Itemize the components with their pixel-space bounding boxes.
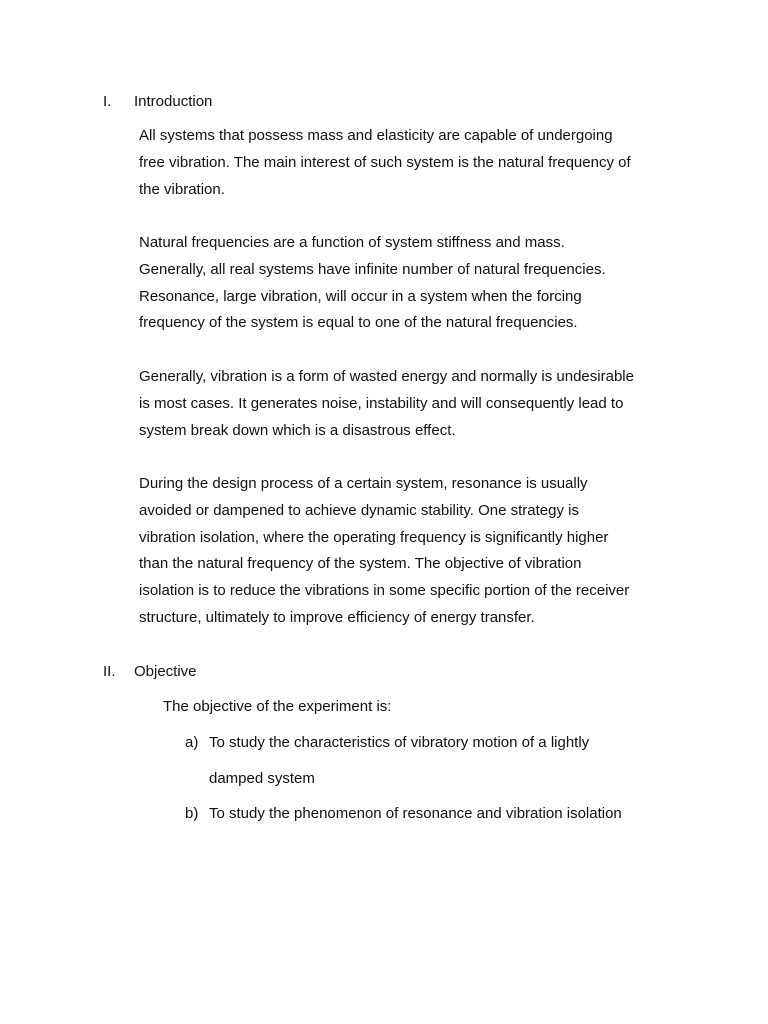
list-item-line: To study the characteristics of vibratory motion of a lightly (209, 734, 590, 751)
section-title: Introduction (134, 93, 213, 110)
paragraph-line: Resonance, large vibration, will occur in a system when the forcing (139, 287, 582, 305)
paragraph (139, 123, 659, 203)
paragraph (139, 230, 659, 337)
paragraph-line: free vibration. The main interest of such system is the natural frequency of (139, 153, 631, 171)
objective-list-item (185, 733, 665, 805)
paragraph-line: system break down which is a disastrous effect. (139, 421, 456, 439)
paragraph-line: isolation is to reduce the vibrations in some specific portion of the receiver (139, 582, 630, 600)
paragraph-line: is most cases. It generates noise, instability and will consequently lead to (139, 394, 624, 412)
list-item-line: damped system (209, 770, 315, 787)
list-marker: a) (185, 734, 199, 751)
list-marker: b) (185, 805, 199, 822)
objective-list-item (185, 804, 665, 840)
paragraph-line: vibration isolation, where the operating frequency is significantly higher (139, 528, 609, 546)
paragraph-line: structure, ultimately to improve efficiency of energy transfer. (139, 608, 535, 626)
paragraph-line: All systems that possess mass and elasticity are capable of undergoing (139, 127, 613, 144)
paragraph-line: the vibration. (139, 180, 225, 198)
paragraph (139, 364, 659, 444)
paragraph-line: frequency of the system is equal to one of the natural frequencies. (139, 314, 578, 332)
section-title: Objective (134, 663, 197, 680)
paragraph-line: During the design process of a certain system, resonance is usually (139, 475, 588, 492)
paragraph-line: Generally, all real systems have infinite number of natural frequencies. (139, 260, 606, 278)
section-heading-introduction (103, 92, 212, 112)
objective-intro: The objective of the experiment is: (163, 698, 392, 715)
paragraph (139, 471, 659, 632)
section-numeral: II. (103, 663, 116, 680)
paragraph-line: avoided or dampened to achieve dynamic stability. One strategy is (139, 501, 579, 519)
section-numeral: I. (103, 93, 112, 110)
paragraph-line: Generally, vibration is a form of wasted energy and normally is undesirable (139, 368, 634, 385)
section-heading-objective (103, 662, 197, 682)
paragraph-line: Natural frequencies are a function of system stiffness and mass. (139, 234, 565, 251)
paragraph-line: than the natural frequency of the system. The objective of vibration (139, 555, 582, 573)
list-item-line: To study the phenomenon of resonance and vibration isolation (209, 805, 622, 822)
